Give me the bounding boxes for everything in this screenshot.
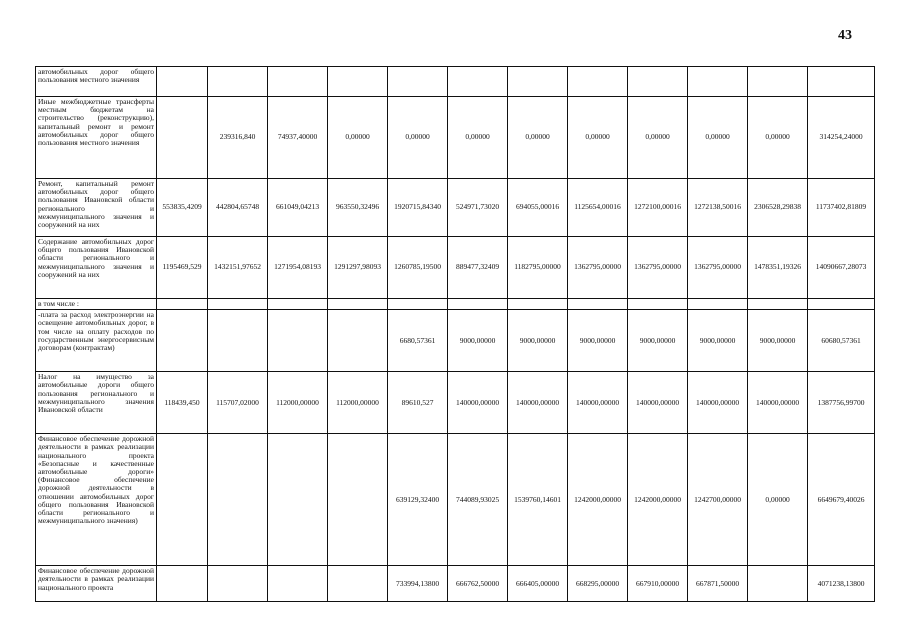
table-cell	[508, 299, 568, 310]
table-cell: 9000,00000	[568, 310, 628, 372]
table-cell: 668295,00000	[568, 566, 628, 602]
table-cell	[157, 566, 208, 602]
table-cell	[328, 566, 388, 602]
table-cell	[688, 299, 748, 310]
page-number: 43	[838, 28, 852, 43]
table-cell	[628, 67, 688, 97]
table-cell: 112000,00000	[268, 372, 328, 434]
table-cell	[157, 67, 208, 97]
table-cell	[328, 299, 388, 310]
table-cell: 667910,00000	[628, 566, 688, 602]
table-cell: 639129,32400	[388, 434, 448, 566]
table-cell: 1387756,99700	[808, 372, 875, 434]
table-cell: 89610,527	[388, 372, 448, 434]
table-cell: 0,00000	[748, 97, 808, 179]
table-cell	[328, 67, 388, 97]
budget-table	[35, 66, 875, 602]
table-cell: 0,00000	[748, 434, 808, 566]
table-cell	[448, 299, 508, 310]
table-cell: 442804,65748	[208, 179, 268, 237]
row-label: автомобильных дорог общего пользования местного значения	[36, 67, 157, 97]
table-cell: 1125654,00016	[568, 179, 628, 237]
table-cell: 1478351,19326	[748, 237, 808, 299]
table-cell	[808, 299, 875, 310]
table-cell: 666405,00000	[508, 566, 568, 602]
table-cell: 667871,50000	[688, 566, 748, 602]
table-cell: 0,00000	[448, 97, 508, 179]
table-cell: 2306528,29838	[748, 179, 808, 237]
table-cell: 744089,93025	[448, 434, 508, 566]
table-cell: 60680,57361	[808, 310, 875, 372]
table-cell: 4071238,13800	[808, 566, 875, 602]
table-cell: 1271954,08193	[268, 237, 328, 299]
table-cell	[208, 310, 268, 372]
table-cell: 1182795,00000	[508, 237, 568, 299]
table-cell	[268, 299, 328, 310]
table-cell: 1242700,00000	[688, 434, 748, 566]
table-cell: 733994,13800	[388, 566, 448, 602]
table-cell	[328, 310, 388, 372]
table-cell	[568, 67, 628, 97]
table-cell: 1242000,00000	[628, 434, 688, 566]
table-cell: 14090667,28073	[808, 237, 875, 299]
table-cell: 140000,00000	[508, 372, 568, 434]
table-cell	[748, 299, 808, 310]
table-cell: 1362795,00000	[568, 237, 628, 299]
table-cell	[748, 67, 808, 97]
table-cell	[628, 299, 688, 310]
table-cell: 118439,450	[157, 372, 208, 434]
table-cell: 661049,04213	[268, 179, 328, 237]
table-row	[36, 97, 875, 179]
table-row	[36, 67, 875, 97]
row-label: Финансовое обеспечение дорожной деятельности в рамках реализации национального проекта «Безопасные и качественные автомобильные дороги» (Финансовое обеспечение дорожной деятельности в отношении автомобильных дорог общего пользования Ивановской области регионального и межмуниципального значения)	[36, 434, 157, 566]
table-cell	[448, 67, 508, 97]
table-cell: 115707,02000	[208, 372, 268, 434]
table-cell	[208, 434, 268, 566]
row-label: Иные межбюджетные трансферты местным бюджетам на строительство (реконструкцию), капитальный ремонт и ремонт автомобильных дорог общего пользования местного значения	[36, 97, 157, 179]
table-cell: 0,00000	[328, 97, 388, 179]
row-label: Ремонт, капитальный ремонт автомобильных дорог общего пользования Ивановской области регионального и межмуниципального значения и сооружений на них	[36, 179, 157, 237]
table-cell	[208, 67, 268, 97]
table-cell: 140000,00000	[688, 372, 748, 434]
table-cell: 9000,00000	[748, 310, 808, 372]
table-cell	[748, 566, 808, 602]
table-cell: 112000,00000	[328, 372, 388, 434]
table-cell: 0,00000	[388, 97, 448, 179]
table-cell: 1242000,00000	[568, 434, 628, 566]
table-cell: 9000,00000	[688, 310, 748, 372]
table-row	[36, 434, 875, 566]
table-row	[36, 566, 875, 602]
table-cell	[508, 67, 568, 97]
table-cell	[388, 67, 448, 97]
table-cell: 140000,00000	[568, 372, 628, 434]
table-cell: 889477,32409	[448, 237, 508, 299]
table-row	[36, 299, 875, 310]
table-cell: 9000,00000	[628, 310, 688, 372]
table-cell: 0,00000	[628, 97, 688, 179]
table-row	[36, 179, 875, 237]
table-cell: 963550,32496	[328, 179, 388, 237]
table-cell: 6680,57361	[388, 310, 448, 372]
table-cell	[268, 310, 328, 372]
table-cell: 553835,4209	[157, 179, 208, 237]
table-cell	[568, 299, 628, 310]
row-label: -плата за расход электроэнергии на освещение автомобильных дорог, в том числе на оплату расходов по государственным энергосервисным договорам (контрактам)	[36, 310, 157, 372]
table-cell: 140000,00000	[748, 372, 808, 434]
table-cell: 74937,40000	[268, 97, 328, 179]
table-cell	[388, 299, 448, 310]
table-cell: 239316,840	[208, 97, 268, 179]
table-cell: 314254,24000	[808, 97, 875, 179]
table-cell	[208, 566, 268, 602]
table-cell	[688, 67, 748, 97]
table-cell: 694055,00016	[508, 179, 568, 237]
table-cell: 6649679,40026	[808, 434, 875, 566]
table-cell	[208, 299, 268, 310]
table-cell	[157, 434, 208, 566]
table-cell: 1362795,00000	[628, 237, 688, 299]
table-cell: 1260785,19500	[388, 237, 448, 299]
table-cell	[268, 434, 328, 566]
table-row	[36, 372, 875, 434]
table-cell: 0,00000	[508, 97, 568, 179]
table-cell: 1291297,98093	[328, 237, 388, 299]
table-cell	[157, 299, 208, 310]
row-label: в том числе :	[36, 299, 157, 310]
table-cell	[268, 67, 328, 97]
table-row	[36, 310, 875, 372]
table-cell: 1920715,84340	[388, 179, 448, 237]
table-cell	[157, 97, 208, 179]
table-cell: 524971,73020	[448, 179, 508, 237]
row-label: Налог на имущество за автомобильные дороги общего пользования регионального и межмуниципального значения Ивановской области	[36, 372, 157, 434]
table-cell: 140000,00000	[628, 372, 688, 434]
table-cell	[268, 566, 328, 602]
table-row	[36, 237, 875, 299]
table-cell: 1539760,14601	[508, 434, 568, 566]
table-cell: 1272100,00016	[628, 179, 688, 237]
table-cell	[157, 310, 208, 372]
table-cell: 140000,00000	[448, 372, 508, 434]
table-cell: 0,00000	[688, 97, 748, 179]
table-cell: 9000,00000	[508, 310, 568, 372]
table-cell	[328, 434, 388, 566]
row-label: Финансовое обеспечение дорожной деятельности в рамках реализации национального проекта	[36, 566, 157, 602]
row-label: Содержание автомобильных дорог общего пользования Ивановской области регионального и межмуниципального значения и сооружений на них	[36, 237, 157, 299]
table-cell: 0,00000	[568, 97, 628, 179]
table-cell: 1362795,00000	[688, 237, 748, 299]
table-cell: 1432151,97652	[208, 237, 268, 299]
table-cell: 1272138,50016	[688, 179, 748, 237]
table-cell	[808, 67, 875, 97]
table-cell: 1195469,529	[157, 237, 208, 299]
table-cell: 11737402,81809	[808, 179, 875, 237]
table-cell: 666762,50000	[448, 566, 508, 602]
table-cell: 9000,00000	[448, 310, 508, 372]
